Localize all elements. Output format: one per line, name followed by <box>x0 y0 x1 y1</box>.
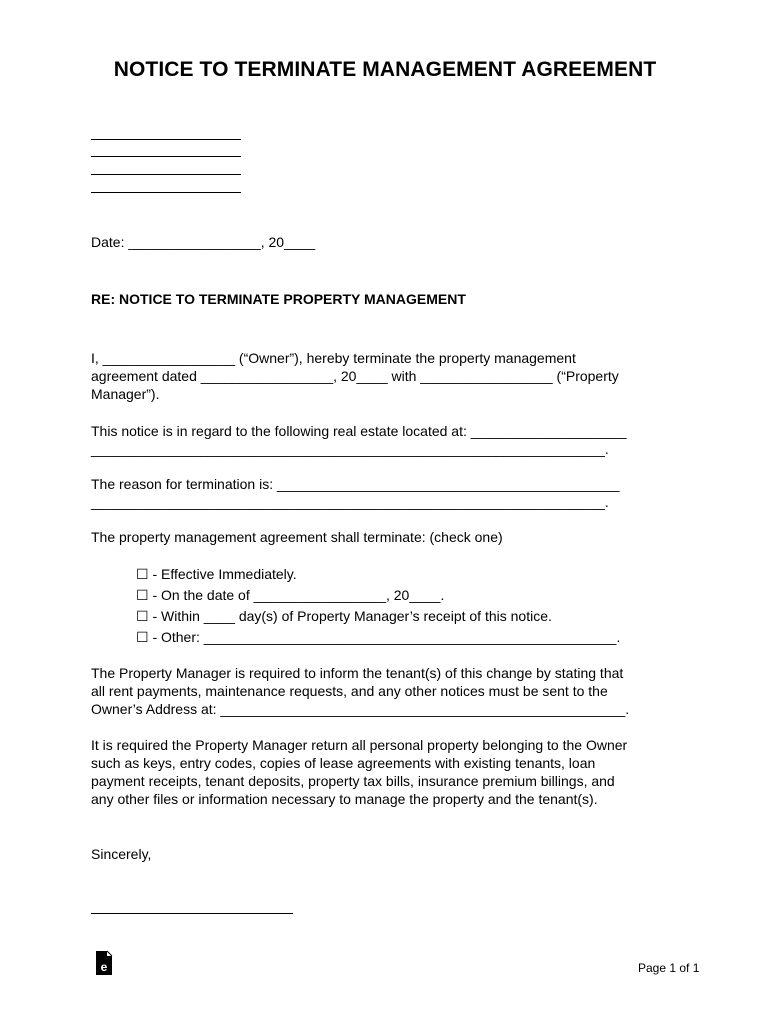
address-line-2[interactable] <box>91 156 241 157</box>
address-line-4[interactable] <box>91 192 241 193</box>
signature-line[interactable] <box>91 913 293 914</box>
return-property-line: payment receipts, tenant deposits, property tax bills, insurance premium billings, and <box>91 773 615 789</box>
real-estate-line[interactable]: This notice is in regard to the following real estate located at: ____________________ <box>91 423 627 439</box>
tenant-notice-line[interactable]: Owner’s Address at: ____________________________________________________. <box>91 701 630 717</box>
option-within-days[interactable]: ☐ - Within ____ day(s) of Property Manager’s receipt of this notice. <box>136 608 552 624</box>
reason-paragraph <box>91 475 691 511</box>
closing-sincerely: Sincerely, <box>91 846 152 862</box>
return-property-line: It is required the Property Manager return all personal property belonging to the Owner <box>91 737 628 753</box>
intro-line: agreement dated _________________, 20____ with _________________ (“Property <box>91 368 619 384</box>
intro-paragraph <box>91 349 691 403</box>
tenant-notice-line: The Property Manager is required to inform the tenant(s) of this change by stating that <box>91 665 624 681</box>
intro-line: I, _________________ (“Owner”), hereby terminate the property management <box>91 350 576 366</box>
real-estate-paragraph <box>91 422 691 458</box>
option-on-date[interactable]: ☐ - On the date of _________________, 20____. <box>136 587 445 603</box>
return-property-line: any other files or information necessary to manage the property and the tenant(s). <box>91 791 598 807</box>
terminate-prompt: The property management agreement shall terminate: (check one) <box>91 529 503 545</box>
tenant-notice-line: all rent payments, maintenance requests, and any other notices must be sent to the <box>91 683 608 699</box>
return-property-paragraph <box>91 736 691 808</box>
svg-text:e: e <box>100 960 108 974</box>
document-title: NOTICE TO TERMINATE MANAGEMENT AGREEMENT <box>113 58 657 81</box>
page-number: Page 1 of 1 <box>638 961 700 975</box>
address-line-1[interactable] <box>91 139 241 140</box>
intro-line: Manager”). <box>91 386 160 402</box>
address-line-3[interactable] <box>91 174 241 175</box>
return-property-line: such as keys, entry codes, copies of lease agreements with existing tenants, loan <box>91 755 596 771</box>
termination-options <box>136 564 620 648</box>
reason-line[interactable]: The reason for termination is: ____________________________________________ <box>91 476 620 492</box>
re-heading: RE: NOTICE TO TERMINATE PROPERTY MANAGEMENT <box>91 291 466 307</box>
real-estate-line[interactable]: __________________________________________________________________. <box>91 441 609 457</box>
option-effective-immediately[interactable]: ☐ - Effective Immediately. <box>136 566 297 582</box>
tenant-notice-paragraph <box>91 664 691 718</box>
option-other[interactable]: ☐ - Other: _____________________________________________________. <box>136 629 621 645</box>
date-line[interactable]: Date: _________________, 20____ <box>91 234 316 250</box>
reason-line[interactable]: __________________________________________________________________. <box>91 494 609 510</box>
eforms-logo-icon <box>95 950 113 976</box>
